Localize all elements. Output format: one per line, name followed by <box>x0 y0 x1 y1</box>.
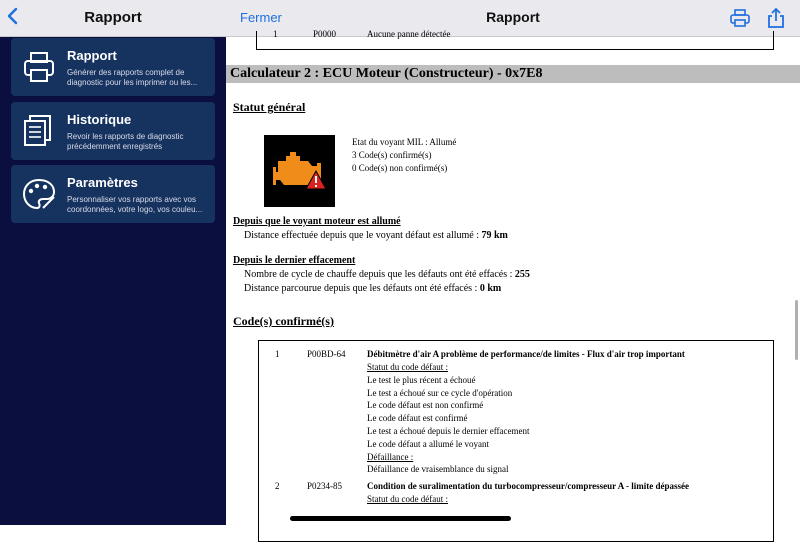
distance-since-clear-line: Distance parcourue depuis que les défauts ont été effacés : 0 km <box>244 283 502 294</box>
status-item: Le code défaut est confirmé <box>367 413 468 424</box>
sidebar-title: Rapport <box>84 9 142 26</box>
close-button[interactable]: Fermer <box>240 10 282 25</box>
code-number: 1 <box>275 349 280 359</box>
report-panel <box>226 0 800 525</box>
card-parametres[interactable] <box>11 165 215 223</box>
status-lines <box>352 136 456 175</box>
documents-icon <box>21 113 57 149</box>
report-title: Rapport <box>486 9 540 25</box>
row-text: Aucune panne détectée <box>367 29 451 39</box>
card-desc: Personnaliser vos rapports avec vos coordonnées, votre logo, vos couleu... <box>67 195 203 214</box>
card-title: Paramètres <box>67 175 138 190</box>
code-number: 2 <box>275 481 280 491</box>
status-item: Le test a échoué depuis le dernier effacement <box>367 425 530 436</box>
status-label: Statut du code défaut : <box>367 494 448 504</box>
confirmed-codes-heading: Code(s) confirmé(s) <box>233 314 334 328</box>
dtc-details <box>367 493 448 506</box>
row-code: P0000 <box>313 29 337 39</box>
card-rapport[interactable] <box>11 38 215 96</box>
card-title: Historique <box>67 112 132 127</box>
printer-icon[interactable] <box>730 9 750 27</box>
share-icon[interactable] <box>766 7 786 29</box>
card-desc: Revoir les rapports de diagnostic précédemment enregistrés <box>67 132 184 151</box>
scrollbar[interactable] <box>795 300 798 360</box>
status-item: Le test le plus récent a échoué <box>367 374 476 385</box>
confirmed-count-line: 3 Code(s) confirmé(s) <box>352 150 432 160</box>
dtc-title: Débitmètre d'air A problème de performance/de limites - Flux d'air trop important <box>367 349 685 359</box>
dtc-details <box>367 361 530 476</box>
status-item: Le code défaut a allumé le voyant <box>367 438 489 449</box>
engine-warning-icon <box>264 135 335 207</box>
home-indicator[interactable] <box>290 516 511 521</box>
palette-icon <box>21 176 57 212</box>
clear-section-heading: Depuis le dernier effacement <box>233 255 356 266</box>
mil-status-line: Etat du voyant MIL : Allumé <box>352 137 457 147</box>
mil-engine-image <box>264 135 335 207</box>
card-desc: Générer des rapports complet de diagnostic pour les imprimer ou les... <box>67 68 198 87</box>
sidebar-header <box>0 0 226 37</box>
status-heading: Statut général <box>233 100 306 114</box>
failure-text: Défaillance de vraisemblance du signal <box>367 464 509 475</box>
status-item: Le code défaut est non confirmé <box>367 400 484 411</box>
printer-icon <box>21 49 57 85</box>
warmup-cycles-line: Nombre de cycle de chauffe depuis que les défauts ont été effacés : 255 <box>244 269 530 280</box>
unconfirmed-count-line: 0 Code(s) non confirmé(s) <box>352 163 448 173</box>
card-title: Rapport <box>67 48 117 63</box>
status-item: Le test a échoué sur ce cycle d'opération <box>367 387 513 398</box>
report-document <box>226 29 800 525</box>
failure-label: Défaillance : <box>367 451 414 462</box>
previous-codes-table <box>256 31 774 50</box>
row-number: 1 <box>273 29 278 39</box>
dtc-title: Condition de suralimentation du turbocompresseur/compresseur A - limite dépassée <box>367 481 690 491</box>
status-label: Statut du code défaut : <box>367 362 448 372</box>
card-historique[interactable] <box>11 102 215 160</box>
confirmed-codes-table <box>258 340 774 542</box>
calculator-title: Calculateur 2 : ECU Moteur (Constructeur) - 0x7E8 <box>226 65 800 83</box>
dtc-code: P00BD-64 <box>307 349 346 359</box>
dtc-code: P0234-85 <box>307 481 343 491</box>
sidebar <box>0 0 226 525</box>
mil-section-heading: Depuis que le voyant moteur est allumé <box>233 216 401 227</box>
mil-distance-line: Distance effectuée depuis que le voyant défaut est allumé : 79 km <box>244 230 508 241</box>
